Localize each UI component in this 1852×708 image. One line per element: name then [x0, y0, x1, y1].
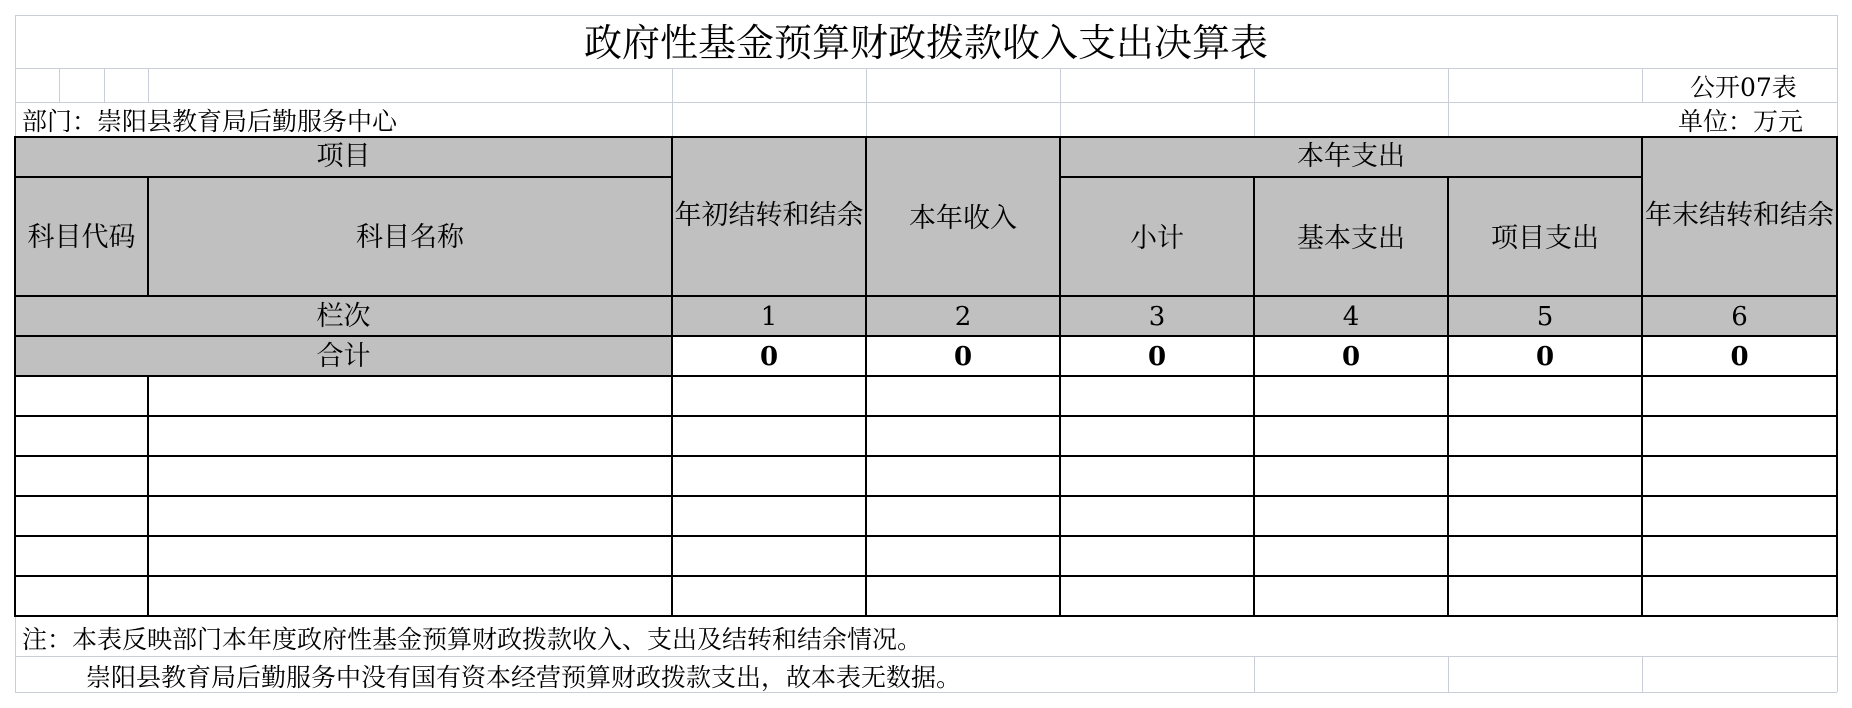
gridline — [866, 68, 867, 136]
total-value: 0 — [1535, 342, 1555, 372]
total-value: 0 — [1147, 342, 1167, 372]
total-value: 0 — [1730, 342, 1749, 372]
unit-label: 单位：万元 — [1678, 107, 1804, 136]
gridline — [15, 616, 16, 692]
gridline — [1448, 656, 1449, 692]
gridline — [15, 102, 1837, 103]
total-row-label: 合计 — [316, 341, 371, 372]
table-row[interactable] — [16, 577, 1836, 615]
header-year-expense: 本年支出 — [1297, 141, 1405, 172]
header-end-balance: 年末结转和结余 — [1645, 200, 1834, 231]
gridline — [59, 68, 60, 102]
column-number: 5 — [1536, 302, 1554, 332]
table-border — [15, 136, 1837, 138]
header-subject-code: 科目代码 — [27, 222, 136, 253]
table-number: 公开07表 — [1690, 73, 1797, 102]
total-value: 0 — [1341, 342, 1361, 372]
column-number: 3 — [1148, 302, 1166, 332]
header-year-income: 本年收入 — [909, 203, 1017, 234]
table-row[interactable] — [16, 497, 1836, 535]
header-project-expense: 项目支出 — [1491, 223, 1599, 254]
gridline — [15, 15, 1837, 16]
table-border — [15, 615, 1837, 617]
column-number: 2 — [954, 302, 972, 332]
gridline — [1254, 656, 1255, 692]
gridline — [1837, 616, 1838, 692]
gridline — [1642, 656, 1643, 692]
gridline — [672, 68, 673, 136]
header-project: 项目 — [316, 141, 371, 172]
gridline — [15, 68, 1837, 69]
column-number: 1 — [760, 302, 778, 332]
note-line-1: 注：本表反映部门本年度政府性基金预算财政拨款收入、支出及结转和结余情况。 — [22, 625, 923, 654]
table-border — [15, 335, 1837, 337]
column-number: 6 — [1731, 302, 1748, 332]
total-value: 0 — [953, 342, 973, 372]
header-begin-balance: 年初结转和结余 — [674, 200, 864, 231]
gridline — [104, 68, 105, 102]
table-row[interactable] — [16, 457, 1836, 495]
gridline — [1254, 68, 1255, 136]
department-label: 部门：崇阳县教育局后勤服务中心 — [22, 107, 398, 136]
table-row[interactable] — [16, 537, 1836, 575]
table-border — [1060, 176, 1642, 178]
gridline — [15, 656, 1837, 657]
gridline — [148, 68, 149, 102]
header-subtotal: 小计 — [1130, 223, 1184, 254]
table-border — [15, 295, 1837, 297]
total-value: 0 — [759, 342, 779, 372]
header-subject-name: 科目名称 — [356, 222, 464, 253]
table-row[interactable] — [16, 417, 1836, 455]
note-line-2: 崇阳县教育局后勤服务中没有国有资本经营预算财政拨款支出，故本表无数据。 — [86, 663, 962, 692]
table-border — [15, 176, 672, 178]
table-row[interactable] — [16, 377, 1836, 415]
gridline — [1837, 15, 1838, 136]
gridline — [15, 692, 1837, 693]
page-title: 政府性基金预算财政拨款收入支出决算表 — [583, 21, 1268, 65]
column-row-label: 栏次 — [316, 301, 371, 332]
gridline — [1060, 68, 1061, 136]
header-basic-expense: 基本支出 — [1297, 223, 1405, 254]
gridline — [1448, 68, 1449, 136]
gridline — [1642, 68, 1643, 102]
column-number: 4 — [1342, 302, 1360, 332]
